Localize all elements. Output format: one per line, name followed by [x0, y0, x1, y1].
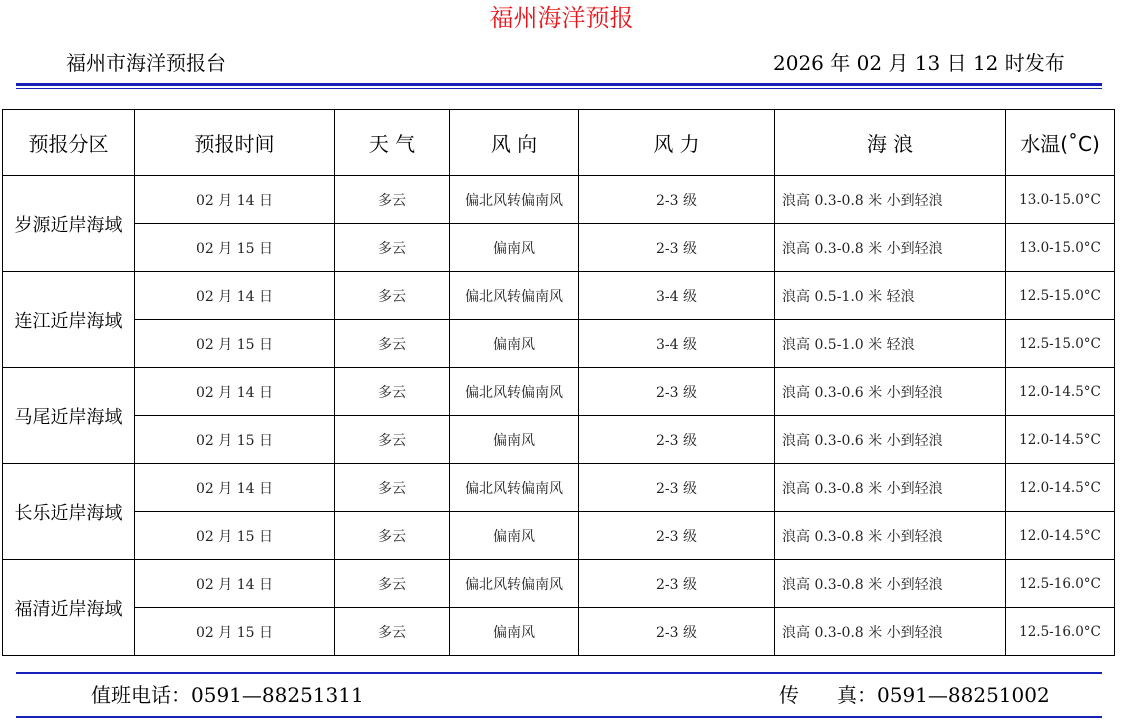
water-temp-cell: 12.5-16.0°C: [1006, 608, 1115, 656]
forecast-date: 02 月 14 日: [135, 560, 335, 608]
weather-cell: 多云: [335, 224, 450, 272]
issue-time: 2026 年 02 月 13 日 12 时发布: [773, 51, 1065, 75]
duty-phone-number: 0591—88251311: [191, 683, 364, 707]
forecast-table: [2, 109, 1115, 656]
water-temp-cell: 12.0-14.5°C: [1006, 512, 1115, 560]
table-row: [3, 272, 1115, 320]
water-temp-cell: 13.0-15.0°C: [1006, 176, 1115, 224]
forecast-date: 02 月 14 日: [135, 272, 335, 320]
col-header-weather: 天 气: [335, 110, 450, 176]
wind-direction-cell: 偏南风: [450, 608, 579, 656]
wave-cell: 浪高 0.5-1.0 米 轻浪: [775, 320, 1006, 368]
table-row: [3, 560, 1115, 608]
fax-number: 0591—88251002: [877, 683, 1050, 707]
wind-direction-cell: 偏北风转偏南风: [450, 560, 579, 608]
wind-direction-cell: 偏南风: [450, 224, 579, 272]
col-header-wind-force: 风 力: [579, 110, 775, 176]
zone-name: 岁源近岸海域: [3, 176, 135, 272]
header-rule-thin: [16, 88, 1102, 89]
fax-label-first: 传: [779, 683, 799, 707]
col-header-zone: 预报分区: [3, 110, 135, 176]
forecast-date: 02 月 14 日: [135, 176, 335, 224]
duty-phone-line: [91, 682, 364, 708]
wind-force-cell: 3-4 级: [579, 272, 775, 320]
wave-cell: 浪高 0.5-1.0 米 轻浪: [775, 272, 1006, 320]
wind-force-cell: 3-4 级: [579, 320, 775, 368]
wave-cell: 浪高 0.3-0.6 米 小到轻浪: [775, 416, 1006, 464]
wind-direction-cell: 偏北风转偏南风: [450, 368, 579, 416]
duty-phone-label: 值班电话：: [91, 683, 191, 707]
zone-name: 福清近岸海域: [3, 560, 135, 656]
wave-cell: 浪高 0.3-0.8 米 小到轻浪: [775, 224, 1006, 272]
fax-label-second: 真：: [837, 683, 877, 707]
forecast-date: 02 月 15 日: [135, 320, 335, 368]
weather-cell: 多云: [335, 464, 450, 512]
header-rule-thick: [16, 83, 1102, 86]
wave-cell: 浪高 0.3-0.8 米 小到轻浪: [775, 176, 1006, 224]
water-temp-cell: 12.0-14.5°C: [1006, 464, 1115, 512]
zone-name: 马尾近岸海域: [3, 368, 135, 464]
weather-cell: 多云: [335, 416, 450, 464]
water-temp-cell: 12.0-14.5°C: [1006, 416, 1115, 464]
weather-cell: 多云: [335, 512, 450, 560]
water-temp-cell: 12.5-16.0°C: [1006, 560, 1115, 608]
wind-direction-cell: 偏北风转偏南风: [450, 272, 579, 320]
wind-force-cell: 2-3 级: [579, 608, 775, 656]
wave-cell: 浪高 0.3-0.8 米 小到轻浪: [775, 464, 1006, 512]
forecast-date: 02 月 15 日: [135, 416, 335, 464]
water-temp-cell: 13.0-15.0°C: [1006, 224, 1115, 272]
water-temp-cell: 12.0-14.5°C: [1006, 368, 1115, 416]
wave-cell: 浪高 0.3-0.6 米 小到轻浪: [775, 368, 1006, 416]
water-temp-cell: 12.5-15.0°C: [1006, 272, 1115, 320]
table-row: [3, 176, 1115, 224]
wind-force-cell: 2-3 级: [579, 512, 775, 560]
weather-cell: 多云: [335, 368, 450, 416]
col-header-time: 预报时间: [135, 110, 335, 176]
fax-line: [779, 682, 1050, 708]
zone-name: 连江近岸海域: [3, 272, 135, 368]
wind-force-cell: 2-3 级: [579, 464, 775, 512]
table-row: [3, 320, 1115, 368]
col-header-wind-direction: 风 向: [450, 110, 579, 176]
forecast-date: 02 月 14 日: [135, 368, 335, 416]
wave-cell: 浪高 0.3-0.8 米 小到轻浪: [775, 512, 1006, 560]
wind-force-cell: 2-3 级: [579, 176, 775, 224]
col-header-waves: 海 浪: [775, 110, 1006, 176]
table-row: [3, 416, 1115, 464]
wind-direction-cell: 偏南风: [450, 320, 579, 368]
table-row: [3, 608, 1115, 656]
wave-cell: 浪高 0.3-0.8 米 小到轻浪: [775, 560, 1006, 608]
wave-cell: 浪高 0.3-0.8 米 小到轻浪: [775, 608, 1006, 656]
wind-direction-cell: 偏南风: [450, 512, 579, 560]
footer-rule-top: [16, 672, 1102, 674]
wind-force-cell: 2-3 级: [579, 224, 775, 272]
table-row: [3, 512, 1115, 560]
forecast-date: 02 月 15 日: [135, 512, 335, 560]
table-header-row: [3, 110, 1115, 176]
wind-direction-cell: 偏南风: [450, 416, 579, 464]
table-row: [3, 224, 1115, 272]
wind-force-cell: 2-3 级: [579, 368, 775, 416]
zone-name: 长乐近岸海域: [3, 464, 135, 560]
page-title: 福州海洋预报: [489, 4, 634, 32]
forecast-date: 02 月 15 日: [135, 608, 335, 656]
col-header-water-temp: 水温(˚C): [1006, 110, 1115, 176]
forecast-date: 02 月 15 日: [135, 224, 335, 272]
wind-force-cell: 2-3 级: [579, 416, 775, 464]
weather-cell: 多云: [335, 176, 450, 224]
water-temp-cell: 12.5-15.0°C: [1006, 320, 1115, 368]
wind-direction-cell: 偏北风转偏南风: [450, 464, 579, 512]
footer-rule-bottom: [16, 716, 1102, 718]
table-row: [3, 464, 1115, 512]
table-row: [3, 368, 1115, 416]
wind-direction-cell: 偏北风转偏南风: [450, 176, 579, 224]
wind-force-cell: 2-3 级: [579, 560, 775, 608]
issuer-name: 福州市海洋预报台: [66, 51, 226, 75]
weather-cell: 多云: [335, 608, 450, 656]
forecast-date: 02 月 14 日: [135, 464, 335, 512]
weather-cell: 多云: [335, 560, 450, 608]
weather-cell: 多云: [335, 272, 450, 320]
weather-cell: 多云: [335, 320, 450, 368]
